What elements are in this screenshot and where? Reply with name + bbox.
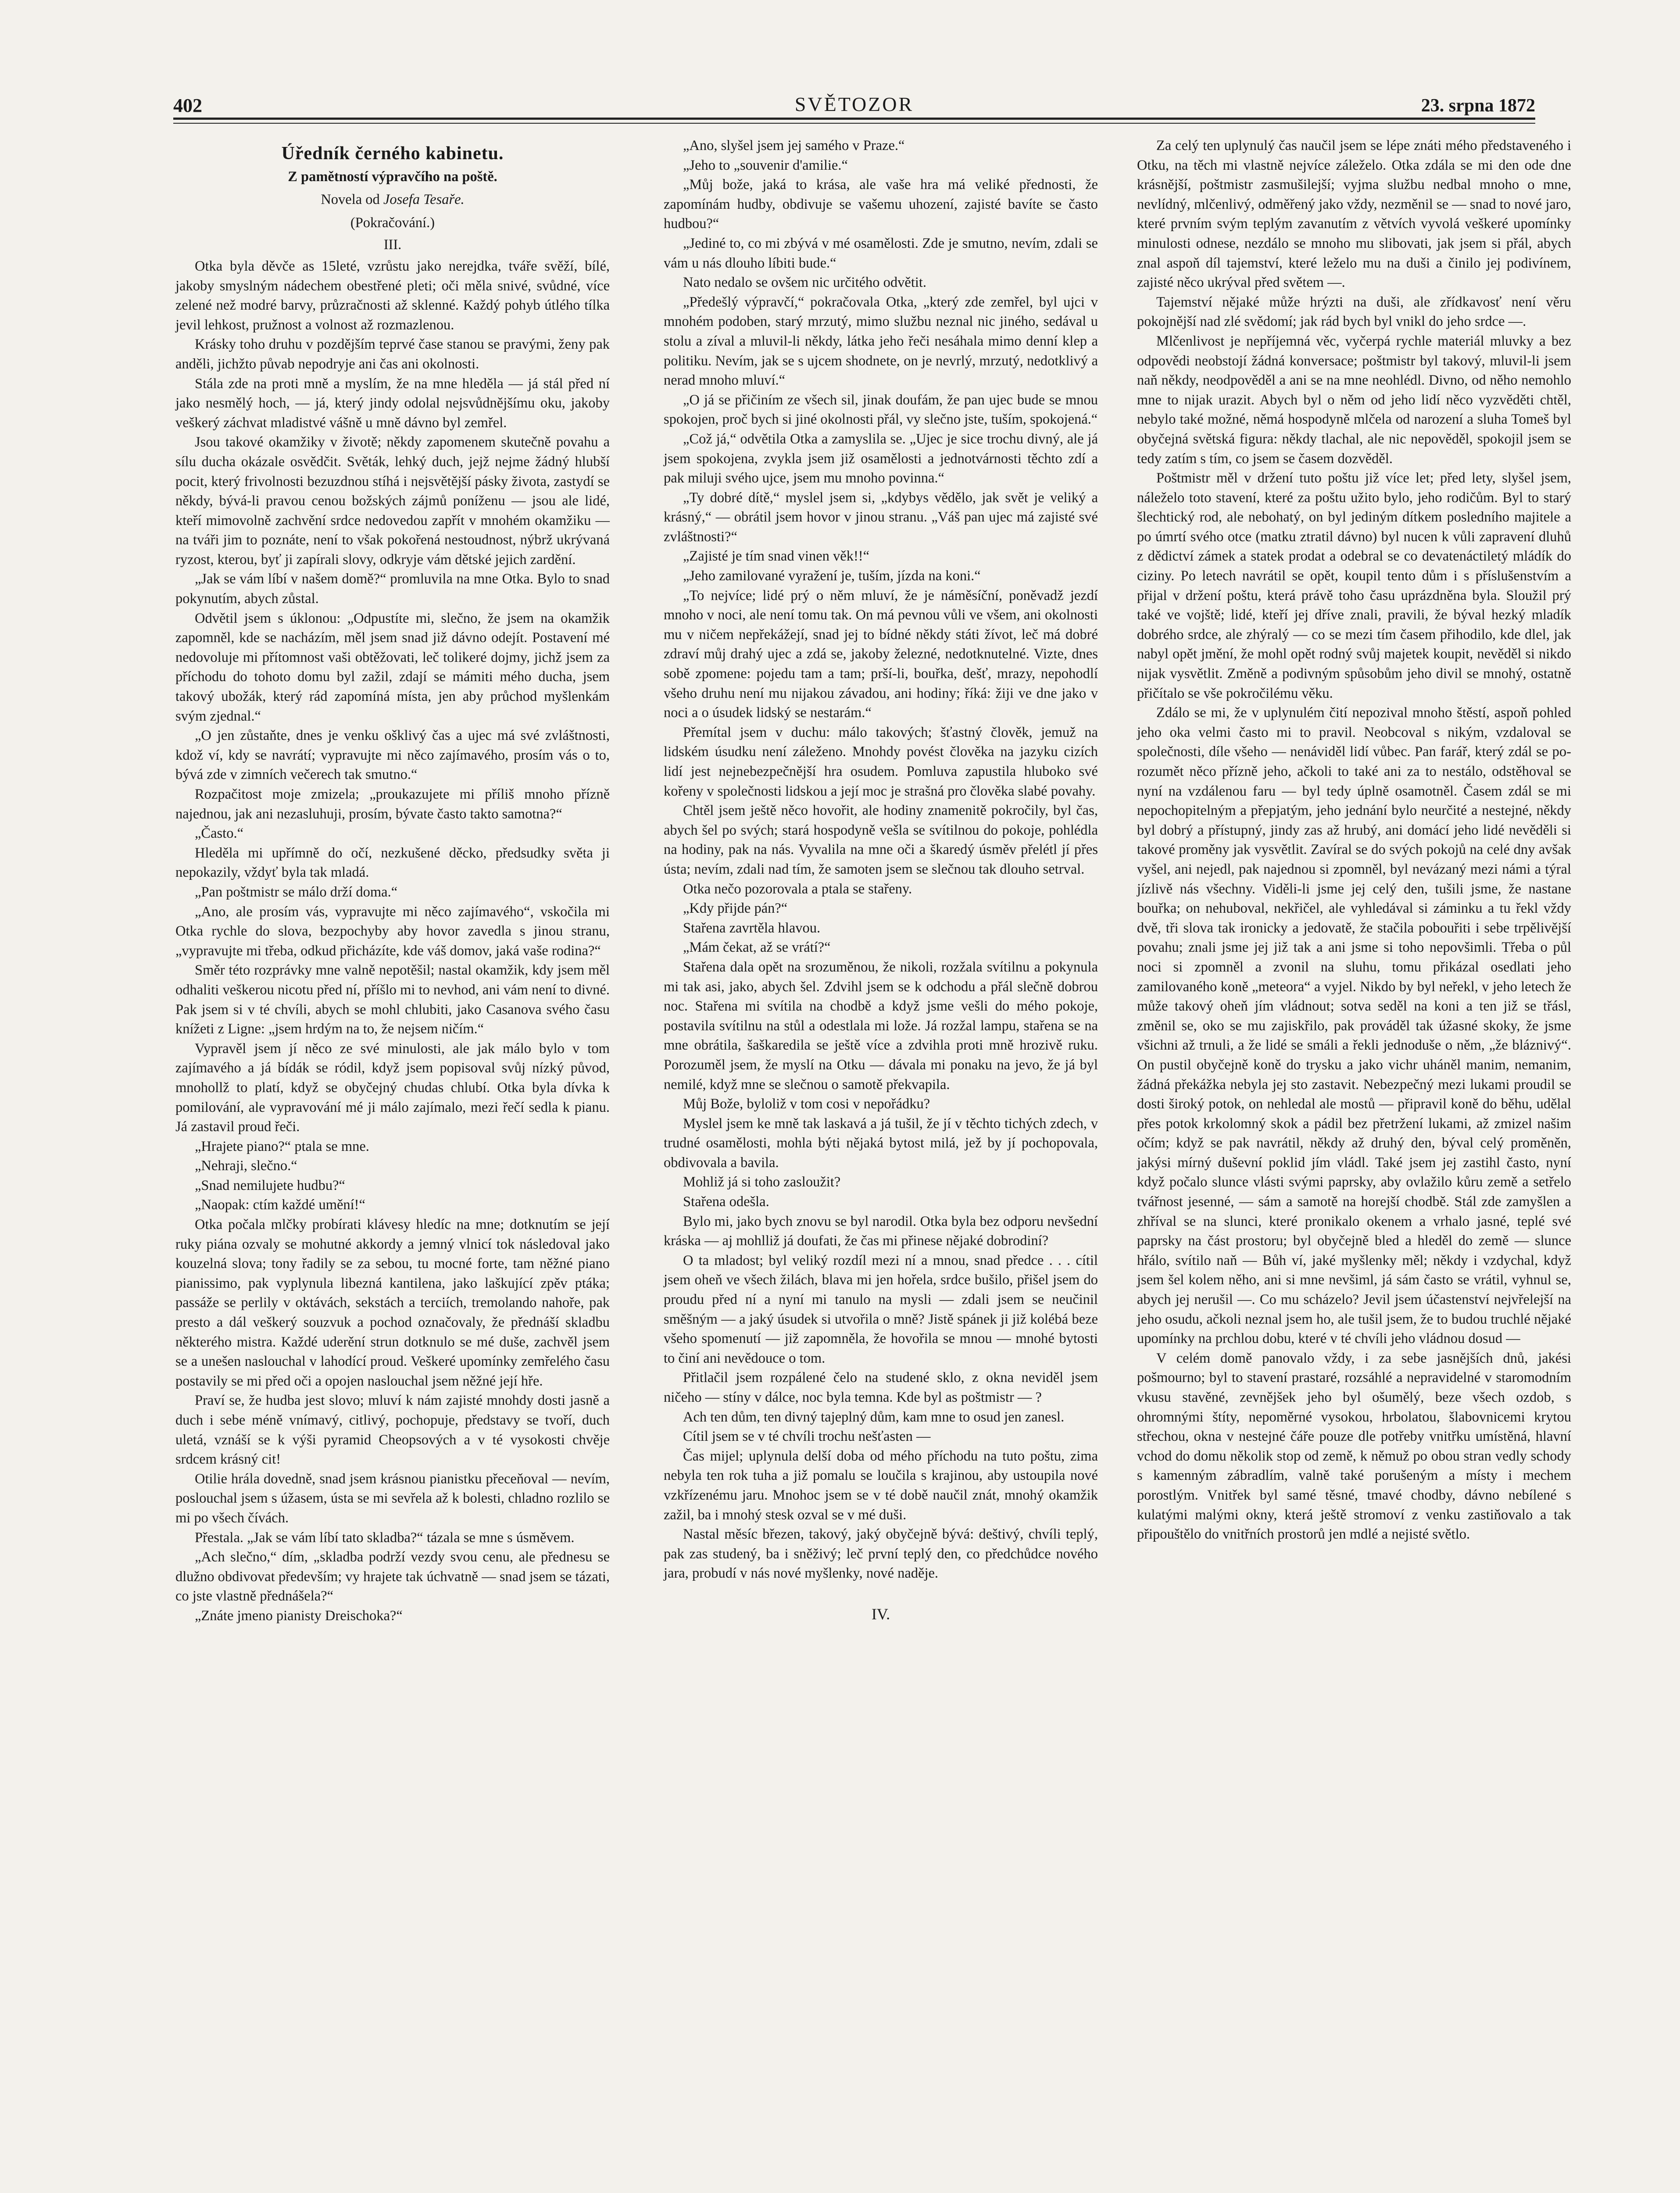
paragraph: Cítil jsem se v té chvíli trochu nešťasten — <box>683 1429 931 1445</box>
paragraph: Vypravěl jsem jí něco ze své minulosti, ale jak málo bylo v tom zajímavého a já bídák se ródil, když jsem popisoval svůj nízký původ, mnohollž to platí, když se obyčejný chudas chlubí. Otka byla dívka k pomilování, ale vypravování mé ji málo zajímalo, mezi řečí sedla k pianu. Já zastavil proud řeči. <box>175 1040 610 1135</box>
paragraph: Krásky toho druhu v pozdějším teprvé čase stanou se pravými, ženy pak anděli, jichžto půvab nepodryje ani čas ani okolnosti. <box>175 336 610 372</box>
paragraph: Mohliž já si toho zasloužit? <box>683 1174 841 1190</box>
paragraph: „Mám čekat, až se vrátí?“ <box>683 939 831 956</box>
paragraph: Nastal měsíc březen, takový, jaký obyčejně bývá: deštivý, chvíli teplý, pak zas studený, ba i sněživý; leč první teplý den, co předchůdce nového jara, probudí v nás nové myšlenky, nové naděje. <box>664 1526 1098 1582</box>
paragraph: „Ach slečno,“ dím, „skladba podrží vezdy svou cenu, ale přednesu se dlužno obdivovat především; vy hrajete tak úchvatně — snad jsem se tázati, co jste vlastně přednášela?“ <box>175 1549 610 1604</box>
paragraph: „Předešlý výpravčí,“ pokračovala Otka, „který zde zemřel, byl ujci v mnohém podoben, starý mrzutý, mimo službu neznal nic jiného, sedával u stolu a zíval a mluvil-li někdy, látka jeho řeči nesáhala mimo denní klep a politiku. Nevím, jak se s ujcem shodnete, on je nevrlý, mrzutý, nedotklivý a nerad mnoho mluví.“ <box>664 294 1098 389</box>
paragraph: „Hrajete piano?“ ptala se mne. <box>195 1138 369 1154</box>
paragraph: „Ano, slyšel jsem jej samého v Praze.“ <box>683 138 905 154</box>
paragraph: V celém domě panovalo vždy, i za sebe jasnějších dnů, jakési pošmourno; byl to stavení prastaré, rozsáhlé a nepravidelné v staromodním vkusu stavěné, zevnějšek jeho byl ošumělý, beze všech ozdob, s ohromnými štíty, nepoměrné vysokou, hrbolatou, šlabovnicemi krytou střechou, okna v nestejné čáře pouze dle potřeby vnitřku umístěná, hlavní vchod do domu několik stop od země, k němuž po obou stran vedly schody s kamenným zábradlím, valně také porušeným a místy i mechem porostlým. Vnitřek byl samé těsné, tmavé chodby, dávno nebílené s kulatými malými okny, která ještě stromoví z venku zastiňovalo a tak připouštělo do vnitřních prostorů jen mdlé a nejisté světlo. <box>1137 1350 1571 1543</box>
paragraph: Nato nedalo se ovšem nic určitého odvětit. <box>683 275 927 291</box>
paragraph: Jsou takové okamžiky v životě; někdy zapomenem skutečně povahu a sílu ducha okázale osvědčit. Světák, lehký duch, jejž nejme žádný hlubší pocit, který frivolnosti bezuzdnou stíhá i nejsvětější pásky života, zastydí se někdy, bývá-li pravou cenou božských zájmů poníženu — jsou ale lidé, kteří mimovolně zachvění srdce nedovedou zapřít v mnohém okamžiku — na tváři jim to poznáte, není to však pokořená nestoudnost, nýbrž ukrývaná ryzost, kterou, byť ji zapírali slovy, odkryje vám dětské jejich zardění. <box>175 434 610 568</box>
paragraph: „Můj bože, jaká to krása, ale vaše hra má veliké přednosti, že zapomínám hudby, obdivuje se vašemu uhození, zajisté bavíte se často hudbou?“ <box>664 177 1098 232</box>
paragraph: Hleděla mi upřímně do očí, nezkušené děcko, předsudky světa ji nepokazily, vždyť byla tak mladá. <box>175 845 610 881</box>
column-2-text-a <box>664 136 1098 1583</box>
column-3-text <box>1137 136 1571 1544</box>
paragraph: Stařena dala opět na srozuměnou, že nikoli, rozžala svítilnu a pokynula mi tak asi, jako, abych šel. Zdvihl jsem se k odchodu a přál slečně dobrou noc. Stařena mi svítila na chodbě a když jsme vešli do mého pokoje, postavila svítilnu na stůl a odestlala mi lože. Já rozžal lampu, stařena se na mne obrátila, šaškaredila se ještě více a zdvihla proti mně hrozivě ruku. Porozuměl jsem, že myslí na Otku — dávala mi ponaku na jevo, že já byl nemilé, když mne se slečnou o samotě překvapila. <box>664 959 1098 1093</box>
paragraph: „Jeho zamilované vyražení je, tuším, jízda na koni.“ <box>683 568 981 584</box>
paragraph: Zdálo se mi, že v uplynulém čití nepozival mnoho štěstí, aspoň pohled jeho oka velmi často mi to pravil. Neobcoval s nikým, vzdaloval se společnosti, díle všeho — nenáviděl lidí vůbec. Pan farář, který zdál se po-rozumět něco přízně jeho, ačkoli to také ani za to nestálo, odstěhoval se nyní na vzdálenou faru — byl tedy úplně osamotněl. Časem zdál se mi nepochopitelným a přepjatým, jeho jednání bylo neurčité a nestejné, někdy byl dobrý a přístupný, jindy zas až hrubý, ani domácí jeho lidé nevěděli si takové proměny jak vysvětlit. Zavíral se do svých pokojů na celé dny avšak vyšel, ani nejedl, pak najednou si zpomněl, byl nevázaný mezi námi a týral jízlivě nás všechny. Viděli-li jsme jej celý den, tušili jsme, že nastane bouřka; on nehuboval, nekřičel, ale vyhledával si záminku a tu řekl vždy dvě, tři slova tak ironicky a jedovatě, že stačila pobouřiti i sebe trpělivější povahu; znali jsme jej již tak a ani jsme si toho nepovšimli. Třeba o půl noci si zpomněl a zvonil na sluhu, tomu přikázal osedlati jeho zamilovaného koně „meteora“ a vyjel. Nikdo by byl neřekl, v jeho letech že může takový oheň jím vládnout; sotva seděl na koni a ten již se třásl, změnil se, oko se mu zajiskřilo, pak prováděl tak úžasné skoky, že jsme všichni až trnuli, a že lidé se smáli a řekli jednoduše o něm, „že bláznivý“. On pustil obyčejně koně do trysku a jako vichr uháněl manim, nemanim, žádná překážka nebyla jej sto zastavit. Nebezpečný mezi lukami proudil se dosti široký potok, on nehledal ale mostů — připravil koně do běhu, udělal přes potok krkolomný skok a pádil bez přetržení lukami, až zmizel našim očím; když se pak navrátil, někdy až druhý den, býval celý proměněn, jakýsi mírný duševní poklid jím vládl. Také jsem jej zastihl často, nyní když počalo slunce vlásti svými paprsky, aby ovlažilo kůru země a setřelo tvářnost jesenné, — sám a samotě na horejší chodbě. Stál zde zamyšlen a zhříval se na slunci, které pronikalo okenem a vrhalo jasné, teplé své paprsky na část prostoru; byl obyčejně bled a hleděl do země — slunce hřálo, svítilo naň — Bůh ví, jaké myšlenky měl; někdy i vzdychal, když jsem šel kolem něho, ani si mne nevšiml, já sám často se vrátil, vyhnul se, abych jej nerušil —. Co mu scházelo? Jevil jsem účastenství nejvřelejší na jeho osudu, ačkoli neznal jsem ho, ale tušil jsem, že to budou truchlé nějaké upomínky na prchlou dobu, které v té chvíli jeho vládnou dosud — <box>1137 705 1571 1347</box>
paragraph: „Ano, ale prosím vás, vypravujte mi něco zajímavého“, vskočila mi Otka rychle do slova, bezpochyby aby hovor zavedla s jinou stranu, „vypravujte mi třeba, odkud přicházíte, kde váš domov, jaká vaše rodina?“ <box>175 904 610 959</box>
header-rule <box>173 118 1535 120</box>
paragraph: Rozpačitost moje zmizela; „proukazujete mi příliš mnoho přízně najednou, jak ani nezasluhuji, prosím, bývate často takto samotna?“ <box>175 786 610 822</box>
paragraph: „Jak se vám líbí v našem domě?“ promluvila na mne Otka. Bylo to snad pokynutím, abych zůstal. <box>175 571 610 607</box>
paragraph: Přitlačil jsem rozpálené čelo na studené sklo, z okna neviděl jsem ničeho — stíny v dálce, noc byla temna. Kde byl as poštmistr — ? <box>664 1370 1098 1405</box>
paragraph: Myslel jsem ke mně tak laskavá a já tušil, že jí v těchto tichých zdech, v trudné osamělosti, mohla býti nějaká bytost milá, jež by jí pochopovala, obdivovala a bavila. <box>664 1115 1098 1171</box>
column-1-text <box>175 257 610 1626</box>
paragraph: „O já se přičiním ze všech sil, jinak doufám, že pan ujec bude se mnou spokojen, proč bych si jiné okolnosti přál, vy slečno jste, tuším, spokojená.“ <box>664 392 1098 428</box>
paragraph: „Znáte jmeno pianisty Dreischoka?“ <box>195 1607 403 1624</box>
paragraph: „Jeho to „souvenir d'amilie.“ <box>683 157 848 173</box>
paragraph: „Kdy přijde pán?“ <box>683 900 788 917</box>
author-name: Josefa Tesaře. <box>383 192 465 208</box>
paragraph: Stařena odešla. <box>683 1194 769 1210</box>
paragraph: Praví se, že hudba jest slovo; mluví k nám zajisté mnohdy dosti jasně a duch i sebe méně vnímavý, citlivý, pochopuje, představy se tvoří, duch uletá, vznáší se k výši pyramid Cheopsových a v té vysokosti chvěje srdcem krásný cit! <box>175 1393 610 1468</box>
paragraph: Směr této rozprávky mne valně nepotěšil; nastal okamžik, kdy jsem měl odhaliti veškerou nicotu před ní, příšlo mi to nevhod, ani vám není to divné. Pak jsem si v té chvíli, abych se mohl chlubiti, jako Casanova svého času knížeti z Ligne: „jsem hrdým na to, že nejsem ničím.“ <box>175 962 610 1037</box>
paragraph: Otka nečo pozorovala a ptala se stařeny. <box>683 881 912 897</box>
issue-date: 23. srpna 1872 <box>1421 96 1535 116</box>
continuation-note: (Pokračování.) <box>350 214 435 231</box>
column-1 <box>175 136 610 1626</box>
column-2 <box>664 136 1098 1636</box>
paragraph: Přemítal jsem v duchu: málo takových; šťastný člověk, jemuž na lidském úsudku není záleženo. Mnohdy povést člověka na jazyku cizích lidí jest nejnebezpečnější hra osudem. Pomluva zapustila hluboko své kořeny v společnosti lidskou a její moc je strašná pro člověka slabé povahy. <box>664 724 1098 799</box>
story-title: Úředník černého kabinetu. <box>281 143 504 164</box>
paragraph: Chtěl jsem ještě něco hovořit, ale hodiny znamenitě pokročily, byl čas, abych šel po svých; stará hospodyně vešla se svítilnou do pokoje, pohlédla na hodiny, pak na nás. Vyvalila na mne oči a škaredý úsměv přelétl jí přes ústa; nevím, zdali nad tím, že samoten jsem se slečnou tak dlouho setrval. <box>664 803 1098 877</box>
novel-label: Novela od <box>321 192 380 208</box>
paragraph: Odvětil jsem s úklonou: „Odpustíte mi, slečno, že jsem na okamžik zapomněl, kde se nacházím, měl jsem snad již dávno odejít. Postavení mé nedovoluje mi přítomnost vaši obtěžovati, leč tolikeré dojmy, jichž jsem za příchodu do tohoto domu byl zažil, zdají se mámiti mého ducha, jsem takový ubožák, který rád zapomíná místa, jen aby průchod myšlenkám svým zjednal.“ <box>175 610 610 724</box>
story-subtitle: Z pamětností výpravčího na poště. <box>288 168 497 185</box>
paragraph: Stála zde na proti mně a myslím, že na mne hleděla — já stál před ní jako nesmělý hoch, — já, který jindy odolal nejsvůdnějšímu oku, jakoby veškerý záchvat mladistvé vášně u mně dávno byl zemřel. <box>175 375 610 431</box>
paragraph: Můj Bože, byloliž v tom cosi v nepořádku? <box>683 1096 930 1112</box>
paragraph: Ach ten dům, ten divný tajeplný dům, kam mne to osud jen zanesl. <box>683 1409 1065 1425</box>
chapter-heading: IV. <box>871 1605 890 1623</box>
paragraph: „Naopak: ctím každé umění!“ <box>195 1197 365 1213</box>
paragraph: Mlčenlivost je nepříjemná věc, vyčerpá rychle materiál mluvky a bez odpovědi neobstojí žádná konversace; poštmistr byl takový, mluvil-li jsem naň někdy, neodpověděl a ani se na mne neohlédl. Divno, od něho nemohlo mne to nijak urazit. Abych byl o něm od jeho lidí něco vyzvěděti chtěl, nebylo také možné, němá hospodyně mlčela od narození a sluha Tomeš byl obyčejná světská figura: někdy tlachal, ale nic nepověděl, spokojil jsem se tedy zatím s tím, co jsem se časem dozvěděl. <box>1137 333 1571 467</box>
page-header <box>173 90 1535 121</box>
paragraph: Čas mijel; uplynula delší doba od mého příchodu na tuto poštu, zima nebyla ten rok tuha a již pomalu se loučila s krajinou, aby ustoupila nové vzkřízenému jaru. Mnohoc jsem se v té době naučil znát, mnohý okamžik zažil, ba i mnohý stesk ozval se v mé duši. <box>664 1448 1098 1523</box>
paragraph: Stařena zavrtěla hlavou. <box>683 920 821 936</box>
paragraph: „O jen zůstaňte, dnes je venku ošklivý čas a ujec má své zvláštnosti, kdož ví, kdy se navrátí; vypravujte mi něco zajímavého, prosím vás o to, bývá zde v zimních večerech tak smutno.“ <box>175 728 610 783</box>
story-author <box>175 190 610 210</box>
paragraph: Otilie hrála dovedně, snad jsem krásnou pianistku přeceňoval — nevím, poslouchal jsem s úžasem, ústa se mi sevřela až k bolesti, chladno rozlilo se mi po všech čívách. <box>175 1471 610 1526</box>
paragraph: „Což já,“ odvětila Otka a zamyslila se. „Ujec je sice trochu divný, ale já jsem spokojena, zvykla jsem již osamělosti a jednotvárnosti těchto zdí a pak miluji svého ujce, jsem mu mnoho povinna.“ <box>664 431 1098 486</box>
paragraph: „Často.“ <box>195 825 244 842</box>
paragraph: Otka byla děvče as 15leté, vzrůstu jako nerejdka, tváře svěží, bílé, jakoby smyslným nádechem obestřené pleti; oči měla snivé, svůdné, více zelené než modré barvy, průzračnosti až sklenné. Každý pohyb útlého tílka jevil lehkost, pružnost a volnost až rozmazlenou. <box>175 258 610 333</box>
paragraph: „Nehraji, slečno.“ <box>195 1158 297 1174</box>
paragraph: „Jediné to, co mi zbývá v mé osamělosti. Zde je smutno, nevím, zdali se vám u nás dlouho líbiti bude.“ <box>664 235 1098 271</box>
column-3 <box>1137 136 1571 1544</box>
paragraph: „Pan poštmistr se málo drží doma.“ <box>195 884 398 900</box>
masthead: SVĚTOZOR <box>794 93 914 115</box>
paragraph: Za celý ten uplynulý čas naučil jsem se lépe znáti mého představeného i Otku, na těch mi vlastně nejvíce záleželo. Otka zdála se mi den ode dne krásnější, poštmistr zasmušilejší; vyjma službu nedbal mnoho o mne, nevlídný, mlčenlivý, odměřený jako vždy, nezměnil se — snad to nové jaro, které prvním svým teplým zavanutím z větvích vyvolá veškeré upomínky minulosti odnese, nezdálo se mnoho mu slibovati, jak jsem si přál, abych znal aspoň díl tajemství, které leželo mu na duši a činilo jej podivínem, zajisté něco ukrýval před světem —. <box>1137 138 1571 291</box>
paragraph: „Ty dobré dítě,“ myslel jsem si, „kdybys vědělo, jak svět je veliký a krásný,“ — obrátil jsem hovor v jinou stranu. „Váš pan ujec má zajisté své zvláštnosti?“ <box>664 489 1098 545</box>
paragraph: Tajemství nějaké může hrýzti na duši, ale zřídkavosť není věru pokojnější nad zlé svědomí; jak rád bych byl vnikl do jeho srdce —. <box>1137 294 1571 330</box>
paragraph: Poštmistr měl v držení tuto poštu již více let; před lety, slyšel jsem, náleželo toto stavení, které za poštu užito bylo, jeho rodičům. Byl to starý šlechtický rod, ale nebohatý, on byl jediným dítkem posledního majitele a po úmrtí svého otce (matku ztratil dávno) byl nucen k vůli zapravení dluhů z dědictví zámek a statek prodat a odebral se co devatenáctiletý mládík do ciziny. Po letech navrátil se opět, koupil tento dům i s příslušenstvím a přijal v držení poštu, která právě toho času uprázdněna byla. Sloužil prý také ve vojště; lidé, kteří jej dříve znali, pravili, že býval hezký mladík dobrého srdce, ale zhýralý — co se mezi tím časem přihodilo, kde dlel, jak nabyl opět jmění, že mohl opět rodný svůj majetek koupit, nevěděl si nikdo nijak vysvětlit. Změně a podivným spůsobům jeho divil se mnohý, ostatně přičítalo se vše pokročilému věku. <box>1137 470 1571 701</box>
paragraph: Přestala. „Jak se vám líbí tato skladba?“ tázala se mne s úsměvem. <box>195 1529 575 1546</box>
paragraph: „Zajisté je tím snad vinen věk!!“ <box>683 548 870 564</box>
paragraph: Otka počala mlčky probírati klávesy hledíc na mne; dotknutím se její ruky piána ozvaly se mohutné akkordy a jemný vlnicí tok následoval jako kouzelná slova; tony řadily se za sebou, tu mocné forte, tam něžné piano pianissimo, pak vyplynula libezná kantilena, jako laškující zpěv ptáka; passáže se perlily v oktávách, sekstách a terciích, tremolando nahoře, pak presto a dál veškerý souzvuk a pochod označovaly, že přednáší skladbu některého mistra. Každé uderění strun dotknulo se mé duše, zachvěl jsem se a unešen naslouchal v lahodící proud. Veškeré upomínky zemřelého času postavily se mi před oči a opojen naslouchal jsem něžné její hře. <box>175 1217 610 1389</box>
paragraph: Bylo mi, jako bych znovu se byl narodil. Otka byla bez odporu nevšední kráska — aj mohlliž já doufati, že čas mi přinese nějaké dobrodiní? <box>664 1213 1098 1249</box>
paragraph: „Snad nemilujete hudbu?“ <box>195 1177 345 1193</box>
header-rule-thin <box>173 123 1535 124</box>
paragraph: „To nejvíce; lidé prý o něm mluví, že je náměsíční, poněvadž jezdí mnoho v noci, ale není tomu tak. On má pevnou vůli ve všem, ani okolnosti mu v ničem nepřekážejí, snad jej to bídné někdy státi žívot, leč má dobré zdraví můj drahý ujec a zdá se, jakoby železné, nedotknutelné. Vizte, dnes sobě zpomene: pojedu tam a tam; prší-li, bouřka, dešť, mrazy, nepohodlí všeho druhu není mu nijakou závadou, ani hodiny; říká: žiji ve dne jako v noci a o úsudek lidský se nestarám.“ <box>664 587 1098 721</box>
chapter-heading: III. <box>383 237 402 253</box>
paragraph: O ta mladost; byl veliký rozdíl mezi ní a mnou, snad předce . . . cítil jsem oheň ve všech žilách, blava mi jen hořela, srdce bušilo, přišel jsem do proudu před ní a nyní mi tanulo na mysli — zdali jsem se neučinil směšným — a jaký úsudek si utvořila o mně? Jistě spánek ji již kolébá beze všeho spomenutí — již zapomněla, že hovořila se mnou — mnohé bytosti to činí ani nevědouce o tom. <box>664 1252 1098 1366</box>
page-number: 402 <box>173 95 202 116</box>
